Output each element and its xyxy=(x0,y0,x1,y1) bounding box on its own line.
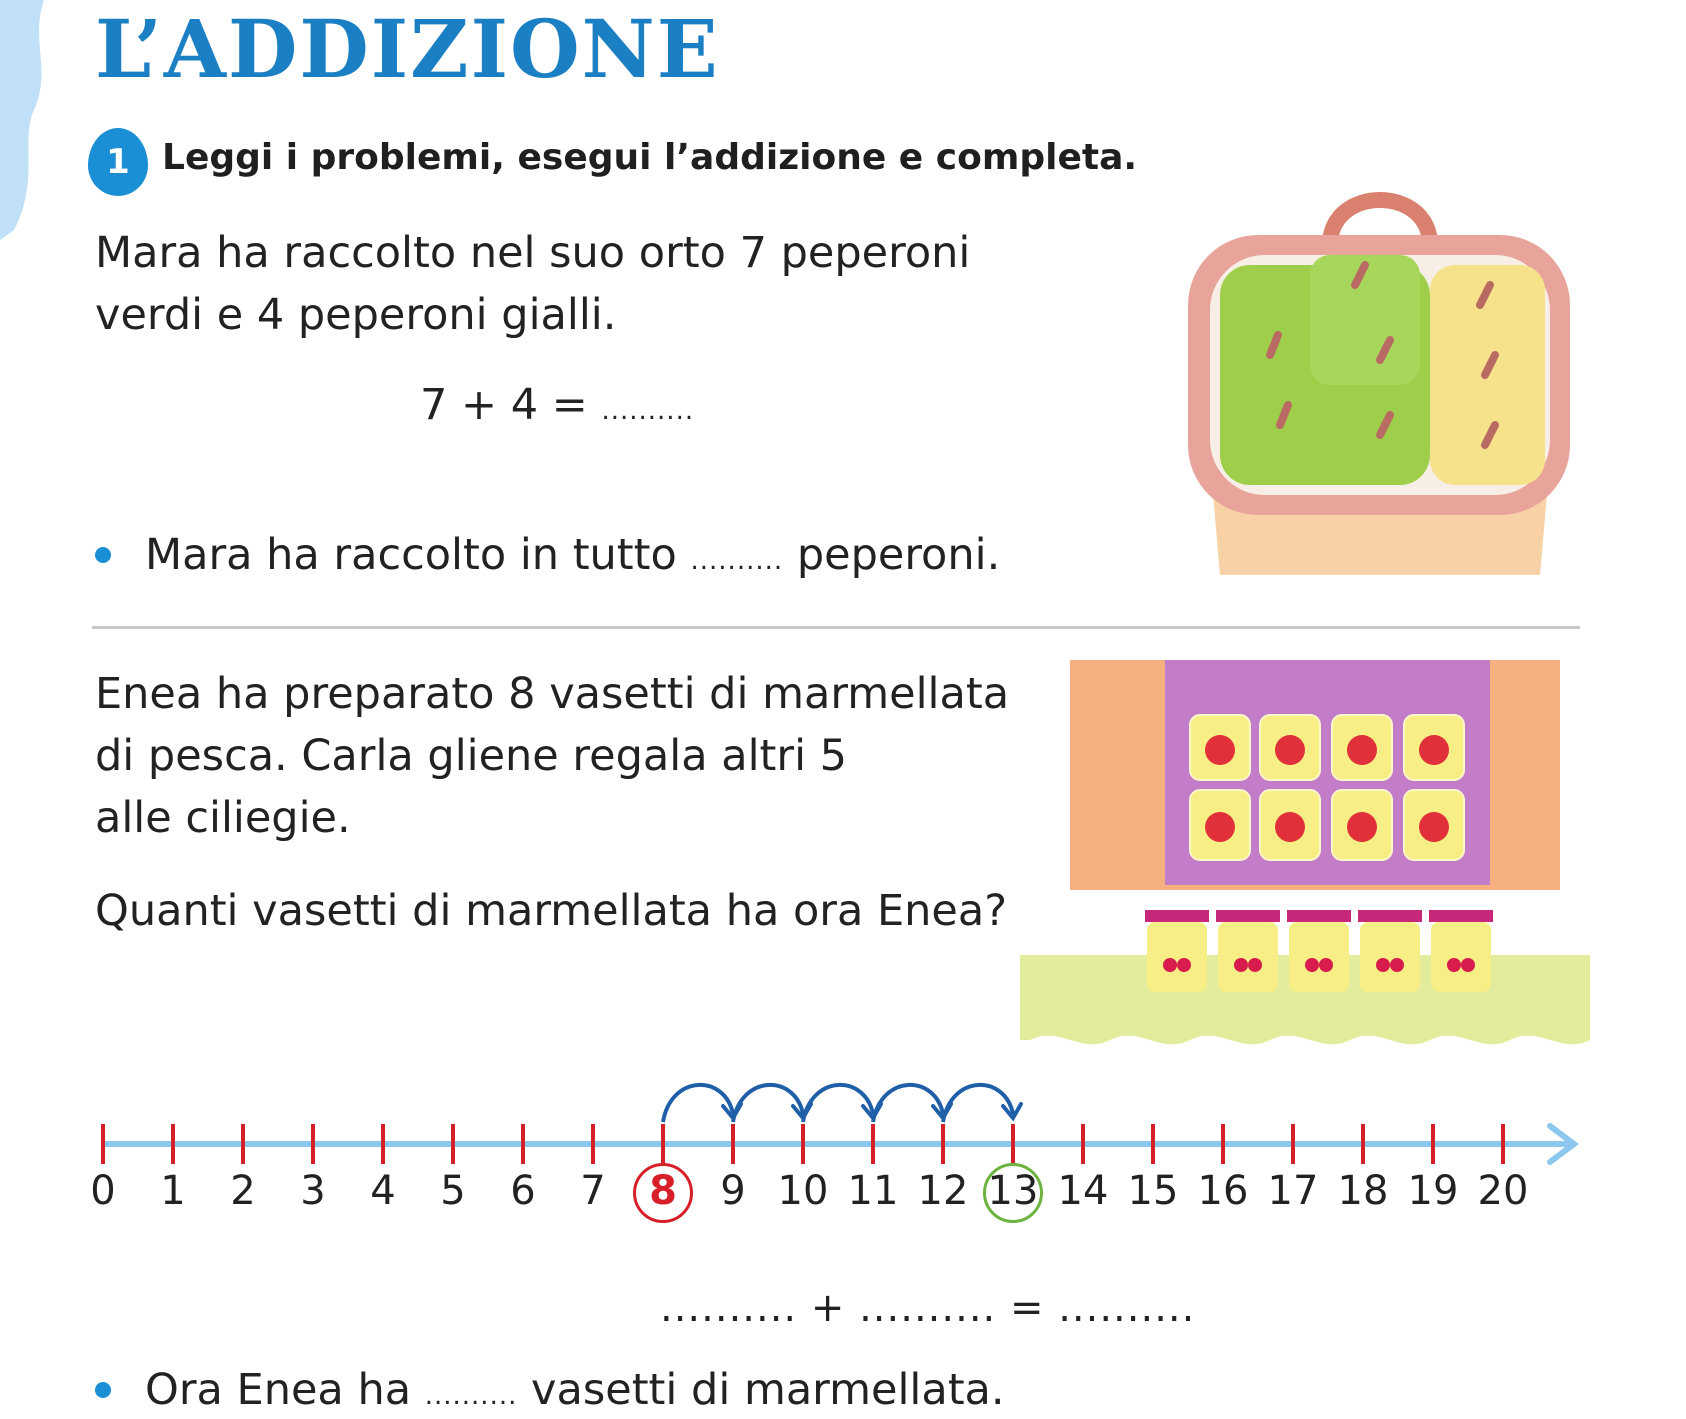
decorative-wave xyxy=(0,0,60,240)
number-line-label: 1 xyxy=(160,1168,186,1214)
jump-arc xyxy=(873,1085,943,1122)
problem2-answer-line xyxy=(95,1365,1005,1415)
problem2-question: Quanti vasetti di marmellata ha ora Enea? xyxy=(95,886,1008,936)
problem1-answer-before: Mara ha raccolto in tutto xyxy=(145,530,691,580)
problem1-equation-text: 7 + 4 = xyxy=(420,380,602,430)
number-line-label: 12 xyxy=(917,1168,969,1214)
number-line-label: 10 xyxy=(777,1168,829,1214)
number-line-label: 14 xyxy=(1057,1168,1109,1214)
number-line-label: 0 xyxy=(90,1168,116,1214)
section-divider xyxy=(92,626,1580,629)
number-line-label: 11 xyxy=(847,1168,899,1214)
number-line-label: 7 xyxy=(580,1168,606,1214)
problem2-answer-before: Ora Enea ha xyxy=(145,1365,425,1415)
exercise-number: 1 xyxy=(106,142,130,182)
problem2-text xyxy=(95,663,1009,849)
bullet-icon xyxy=(95,547,111,563)
problem1-equation xyxy=(420,380,694,430)
number-line-label: 17 xyxy=(1267,1168,1319,1214)
number-line-label: 18 xyxy=(1337,1168,1389,1214)
problem1-answer-blank[interactable]: .......... xyxy=(690,546,784,576)
number-line-label: 13 xyxy=(987,1168,1039,1214)
page-title: L’ADDIZIONE xyxy=(95,2,720,96)
jump-arc xyxy=(803,1085,873,1122)
problem1-answer-after: peperoni. xyxy=(783,530,1001,580)
problem1-equation-blank[interactable]: .......... xyxy=(601,396,695,426)
jump-arc xyxy=(663,1085,733,1122)
problem1-text xyxy=(95,222,970,346)
number-line-label: 6 xyxy=(510,1168,536,1214)
problem2-answer-blank[interactable]: .......... xyxy=(424,1381,518,1411)
number-line-label: 3 xyxy=(300,1168,326,1214)
number-line xyxy=(0,1060,1686,1170)
exercise-number-badge xyxy=(88,128,148,196)
problem2-line1: Enea ha preparato 8 vasetti di marmellata xyxy=(95,669,1010,719)
end-number-circle xyxy=(983,1163,1043,1223)
jump-arc xyxy=(733,1085,803,1122)
number-line-label: 15 xyxy=(1127,1168,1179,1214)
number-line-label: 9 xyxy=(720,1168,746,1214)
number-line-label: 5 xyxy=(440,1168,466,1214)
problem2-equation[interactable]: .......... + .......... = .......... xyxy=(660,1285,1196,1331)
jam-jars-shelf-icon xyxy=(1020,655,1590,1045)
number-line-label: 19 xyxy=(1407,1168,1459,1214)
number-line-label: 20 xyxy=(1477,1168,1529,1214)
problem1-line2: verdi e 4 peperoni gialli. xyxy=(95,290,617,340)
problem1-line1: Mara ha raccolto nel suo orto 7 peperoni xyxy=(95,228,971,278)
problem2-answer-after: vasetti di marmellata. xyxy=(517,1365,1005,1415)
problem2-line2: di pesca. Carla gliene regala altri 5 xyxy=(95,731,848,781)
number-line-label: 16 xyxy=(1197,1168,1249,1214)
basket-of-peppers-icon xyxy=(1180,185,1580,595)
exercise-instruction: Leggi i problemi, esegui l’addizione e completa. xyxy=(162,137,1138,178)
problem1-answer-line xyxy=(95,530,1000,580)
number-line-label: 2 xyxy=(230,1168,256,1214)
problem2-line3: alle ciliegie. xyxy=(95,793,351,843)
number-line-label: 4 xyxy=(370,1168,396,1214)
start-number-circle xyxy=(633,1163,693,1223)
number-line-label: 8 xyxy=(649,1168,677,1214)
bullet-icon xyxy=(95,1382,111,1398)
jump-arc xyxy=(943,1085,1013,1122)
